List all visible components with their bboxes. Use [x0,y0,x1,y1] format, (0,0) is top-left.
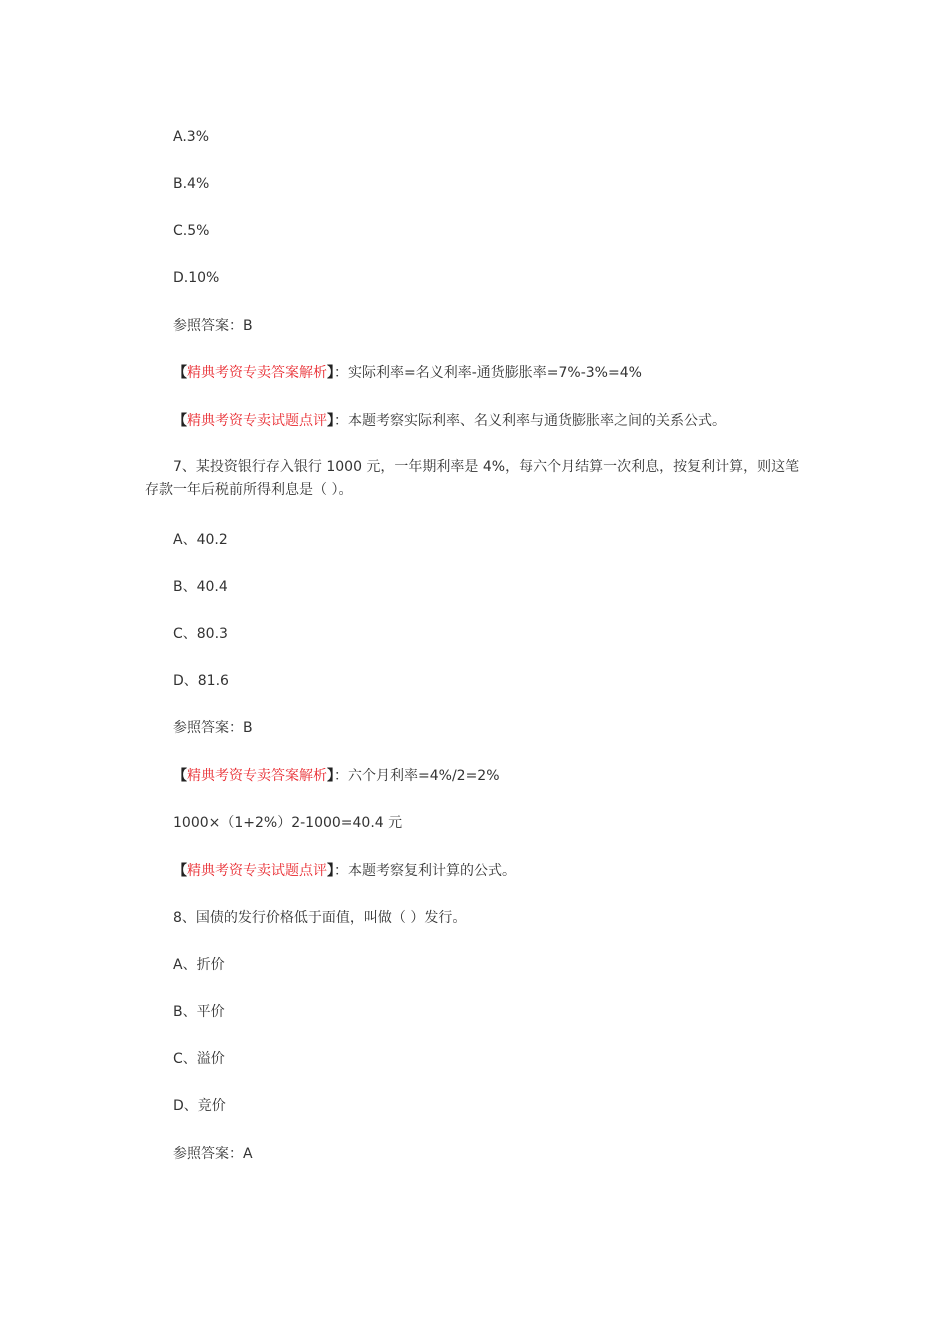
q6-answer: 参照答案：B [173,318,253,334]
q7-comment [173,861,516,881]
analysis-tag: 精典考资专卖答案解析 [187,365,327,381]
q6-comment [173,411,726,431]
q8-option-b: B、平价 [173,1004,225,1020]
q8-answer: 参照答案：A [173,1146,253,1162]
q6-option-d: D.10% [173,270,220,286]
q7-option-a: A、40.2 [173,532,228,548]
q7-option-b: B、40.4 [173,579,228,595]
analysis-bracket-open: 【 [173,768,187,784]
comment-bracket-open: 【 [173,413,187,429]
comment-tag: 精典考资专卖试题点评 [187,413,327,429]
q6-option-c: C.5% [173,223,210,239]
q8-stem: 8、国债的发行价格低于面值，叫做（ ）发行。 [173,910,467,926]
comment-text: ：本题考察复利计算的公式。 [334,863,516,879]
q7-analysis [173,766,500,786]
q6-option-a: A.3% [173,129,209,145]
q7-stem: 7、某投资银行存入银行 1000 元，一年期利率是 4%，每六个月结算一次利息，按复利计算，则这笔存款一年后税前所得利息是（ ）。 [145,459,800,498]
analysis-tag: 精典考资专卖答案解析 [187,768,327,784]
comment-text: ：本题考察实际利率、名义利率与通货膨胀率之间的关系公式。 [334,413,726,429]
analysis-bracket-open: 【 [173,365,187,381]
comment-tag: 精典考资专卖试题点评 [187,863,327,879]
q7-formula: 1000×（1+2%）2-1000=40.4 元 [173,815,403,831]
q7-option-c: C、80.3 [173,626,228,642]
q8-option-a: A、折价 [173,957,225,973]
comment-bracket-open: 【 [173,863,187,879]
q8-option-c: C、溢价 [173,1051,225,1067]
analysis-bracket-close: 】 [327,768,334,784]
q6-option-b: B.4% [173,176,210,192]
q7-answer: 参照答案：B [173,720,253,736]
q7-option-d: D、81.6 [173,673,229,689]
analysis-bracket-close: 】 [327,365,334,381]
analysis-text: ：六个月利率=4%/2=2% [334,768,500,784]
q8-option-d: D、竞价 [173,1098,226,1114]
comment-bracket-close: 】 [327,413,334,429]
q6-analysis [173,363,642,383]
comment-bracket-close: 】 [327,863,334,879]
analysis-text: ：实际利率=名义利率-通货膨胀率=7%-3%=4% [334,365,642,381]
